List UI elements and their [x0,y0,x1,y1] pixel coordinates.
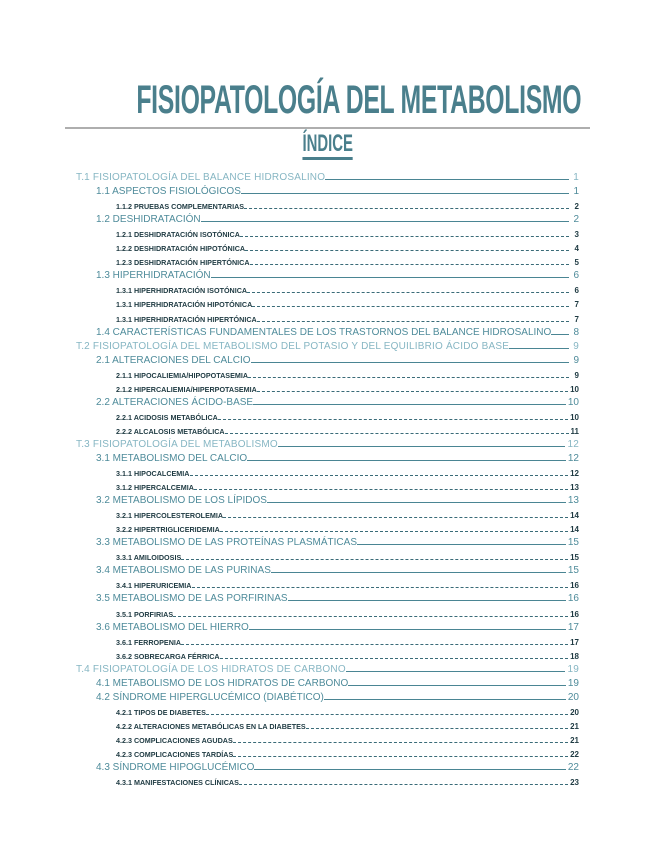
toc-entry-level-3[interactable] [116,197,579,211]
toc-entry-label: 1.3.1 HIPERHIDRATACIÓN HIPOTÓNICA [116,300,253,310]
toc-entry-level-1[interactable] [76,169,579,183]
toc-entry-label: 1.2.2 DESHIDRATACIÓN HIPOTÓNICA [116,244,246,254]
toc-page-number: 18 [570,651,579,661]
toc-entry-level-3[interactable] [116,604,579,618]
toc-page-number: 22 [570,749,579,759]
toc-entry-level-3[interactable] [116,745,579,759]
toc-entry-level-1[interactable] [76,338,579,352]
toc-entry-level-2[interactable] [96,324,579,338]
toc-entry-label: T.4 FISIOPATOLOGÍA DE LOS HIDRATOS DE CARBONO [76,663,346,675]
toc-entry-label: T.2 FISIOPATOLOGÍA DEL METABOLISMO DEL POTASIO Y DEL EQUILIBRIO ÁCIDO BASE [76,340,510,352]
toc-page-number: 7 [574,314,579,324]
toc-entry-level-3[interactable] [116,253,579,267]
toc-leader-line [257,391,568,392]
toc-entry-level-2[interactable] [96,534,579,548]
toc-leader-line [244,208,569,209]
toc-entry-label: 3.2.2 HIPERTRIGLICERIDEMIA [116,525,220,535]
toc-leader-line [218,419,568,420]
toc-entry-level-3[interactable] [116,647,579,661]
toc-entry-level-2[interactable] [96,675,579,689]
toc-page-number: 10 [570,384,579,394]
toc-page-number: 13 [567,495,579,507]
toc-entry-label: 4.3.1 MANIFESTACIONES CLÍNICAS [116,778,239,788]
toc-entry-label: 3.4.1 HIPERURICEMIA [116,581,192,591]
index-heading: ÍNDICE [302,132,352,160]
toc-entry-level-3[interactable] [116,506,579,520]
toc-entry-level-3[interactable] [116,422,579,436]
toc-page-number: 12 [567,438,579,450]
toc-entry-label: 1.3.1 HIPERHIDRATACIÓN ISOTÓNICA [116,286,248,296]
toc-entry-label: 4.2.2 ALTERACIONES METABÓLICAS EN LA DIABETES [116,721,306,731]
toc-entry-level-3[interactable] [116,520,579,534]
toc-entry-level-2[interactable] [96,619,579,633]
toc-entry-label: 3.1.1 HIPOCALCEMIA [116,469,190,479]
toc-entry-level-2[interactable] [96,562,579,576]
toc-leader-line [253,404,566,405]
toc-page-number: 12 [567,452,579,464]
toc-leader-line [509,348,569,349]
toc-entry-level-3[interactable] [116,239,579,253]
table-of-contents [0,169,655,787]
toc-entry-label: 4.1 METABOLISMO DE LOS HIDRATOS DE CARBONO [96,677,349,689]
toc-leader-line [257,321,569,322]
toc-entry-label: 3.1 METABOLISMO DEL CALCIO [96,452,248,464]
toc-entry-label: T.1 FISIOPATOLOGÍA DEL BALANCE HIDROSALINO [76,172,326,184]
toc-entry-level-2[interactable] [96,183,579,197]
toc-entry-level-2[interactable] [96,492,579,506]
toc-entry-level-3[interactable] [116,295,579,309]
toc-page-number: 3 [574,230,579,240]
toc-page-number: 1 [573,172,579,184]
toc-leader-line [346,671,566,672]
toc-leader-line [239,784,568,785]
toc-leader-line [220,531,568,532]
toc-leader-line [181,644,568,645]
toc-entry-level-2[interactable] [96,689,579,703]
toc-entry-level-2[interactable] [96,211,579,225]
toc-entry-level-3[interactable] [116,309,579,323]
toc-leader-line [254,769,566,770]
toc-entry-level-3[interactable] [116,731,579,745]
toc-page-number: 16 [570,609,579,619]
toc-leader-line [241,193,569,194]
toc-entry-label: 2.1 ALTERACIONES DEL CALCIO [96,354,251,366]
toc-leader-line [211,277,569,278]
toc-leader-line [173,616,568,617]
toc-leader-line [271,572,566,573]
toc-entry-level-1[interactable] [76,436,579,450]
toc-page-number: 8 [573,326,579,338]
toc-entry-label: 3.3.1 AMILOIDOSIS [116,553,182,563]
toc-leader-line [190,475,569,476]
toc-leader-line [223,517,568,518]
toc-page-number: 19 [567,677,579,689]
toc-entry-level-3[interactable] [116,773,579,787]
index-heading-block [0,132,655,160]
toc-entry-label: 4.2.3 COMPLICACIONES AGUDAS [116,735,233,745]
toc-page-number: 22 [567,762,579,774]
toc-entry-level-3[interactable] [116,548,579,562]
toc-entry-label: 3.6.1 FERROPENIA [116,637,182,647]
toc-entry-label: 3.6.2 SOBRECARGA FÉRRICA [116,651,220,661]
toc-leader-line [251,362,570,363]
toc-entry-label: 3.2.1 HIPERCOLESTEROLEMIA [116,511,224,521]
toc-page-number: 10 [570,412,579,422]
toc-leader-line [233,756,568,757]
toc-page-number: 9 [573,354,579,366]
toc-entry-label: 4.2.1 TIPOS DE DIABETES [116,707,206,717]
toc-entry-level-3[interactable] [116,703,579,717]
toc-entry-label: 2.2.2 ALCALOSIS METABÓLICA [116,426,225,436]
toc-leader-line [247,460,566,461]
toc-entry-label: 1.1 ASPECTOS FISIOLÓGICOS [96,186,241,198]
toc-entry-level-2[interactable] [96,267,579,281]
toc-entry-label: 3.5.1 PORFIRIAS [116,609,174,619]
toc-page-number: 23 [570,778,579,788]
toc-page-number: 4 [574,244,579,254]
toc-leader-line [225,433,569,434]
toc-page-number: 7 [574,300,579,310]
toc-entry-level-2[interactable] [96,759,579,773]
toc-page-number: 2 [573,214,579,226]
toc-leader-line [181,559,568,560]
toc-entry-label: 4.2.3 COMPLICACIONES TARDÍAS [116,749,234,759]
toc-entry-label: 1.2.3 DESHIDRATACIÓN HIPERTÓNICA [116,258,250,268]
toc-entry-label: 4.2 SÍNDROME HIPERGLUCÉMICO (DIABÉTICO) [96,691,324,703]
toc-entry-level-2[interactable] [96,450,579,464]
toc-leader-line [325,179,569,180]
toc-entry-level-3[interactable] [116,225,579,239]
toc-page-number: 17 [570,637,579,647]
toc-leader-line [206,714,568,715]
toc-page-number: 1 [573,186,579,198]
toc-leader-line [220,658,569,659]
toc-entry-label: 3.1.2 HIPERCALCEMIA [116,483,194,493]
toc-page-number: 2 [574,202,579,212]
toc-page-number: 19 [567,663,579,675]
toc-entry-level-3[interactable] [116,576,579,590]
toc-page-number: 20 [570,707,579,717]
toc-entry-label: 4.3 SÍNDROME HIPOGLUCÉMICO [96,762,255,774]
toc-leader-line [252,306,569,307]
toc-entry-label: 1.2.1 DESHIDRATACIÓN ISOTÓNICA [116,230,240,240]
toc-page-number: 12 [570,469,579,479]
toc-leader-line [357,544,566,545]
toc-leader-line [194,489,568,490]
toc-page-number: 15 [567,537,579,549]
toc-entry-level-3[interactable] [116,464,579,478]
toc-leader-line [250,264,569,265]
toc-entry-level-3[interactable] [116,633,579,647]
toc-page-number: 15 [570,553,579,563]
toc-page-number: 9 [574,370,579,380]
toc-leader-line [201,221,569,222]
toc-leader-line [245,250,569,251]
toc-leader-line [249,629,566,630]
toc-entry-level-3[interactable] [116,281,579,295]
toc-page-number: 16 [567,593,579,605]
toc-entry-label: 2.2 ALTERACIONES ÁCIDO-BASE [96,396,254,408]
toc-entry-level-3[interactable] [116,366,579,380]
toc-entry-level-2[interactable] [96,394,579,408]
toc-leader-line [233,742,568,743]
toc-entry-label: 3.6 METABOLISMO DEL HIERRO [96,621,249,633]
toc-entry-label: 1.2 DESHIDRATACIÓN [96,214,201,226]
toc-entry-label: 2.1.2 HIPERCALIEMIA/HIPERPOTASEMIA [116,384,257,394]
toc-page-number: 17 [567,621,579,633]
toc-entry-level-3[interactable] [116,717,579,731]
document-title-block [0,78,655,123]
toc-leader-line [306,728,568,729]
toc-entry-label: 1.3 HIPERHIDRATACIÓN [96,270,211,282]
toc-leader-line [324,699,566,700]
toc-page-number: 13 [570,483,579,493]
toc-page-number: 10 [567,396,579,408]
toc-page-number: 6 [574,286,579,296]
toc-page-number: 14 [570,525,579,535]
toc-leader-line [278,446,566,447]
toc-page-number: 5 [574,258,579,268]
toc-entry-level-2[interactable] [96,352,579,366]
toc-leader-line [288,600,566,601]
toc-page-number: 14 [570,511,579,521]
toc-entry-label: 1.4 CARACTERÍSTICAS FUNDAMENTALES DE LOS TRASTORNOS DEL BALANCE HIDROSALINO [96,326,552,338]
toc-page-number: 21 [570,721,579,731]
toc-entry-level-2[interactable] [96,590,579,604]
toc-page-number: 11 [570,426,579,436]
toc-leader-line [267,502,566,503]
toc-entry-level-1[interactable] [76,661,579,675]
toc-leader-line [240,236,569,237]
toc-entry-level-3[interactable] [116,408,579,422]
toc-leader-line [192,587,569,588]
toc-entry-level-3[interactable] [116,478,579,492]
title-divider [65,127,590,129]
toc-entry-level-3[interactable] [116,380,579,394]
toc-entry-label: 3.4 METABOLISMO DE LAS PURINAS [96,565,271,577]
toc-page-number: 6 [573,270,579,282]
toc-entry-label: 1.3.1 HIPERHIDRATACIÓN HIPERTÓNICA [116,314,257,324]
toc-entry-label: T.3 FISIOPATOLOGÍA DEL METABOLISMO [76,438,278,450]
toc-entry-label: 2.2.1 ACIDOSIS METABÓLICA [116,412,218,422]
toc-page-number: 15 [567,565,579,577]
toc-leader-line [551,334,569,335]
toc-page-number: 16 [570,581,579,591]
document-title: FISIOPATOLOGÍA DEL METABOLISMO [136,78,582,122]
toc-page-number: 20 [567,691,579,703]
toc-entry-label: 3.2 METABOLISMO DE LOS LÍPIDOS [96,495,267,507]
toc-entry-label: 2.1.1 HIPOCALIEMIA/HIPOPOTASEMIA [116,370,249,380]
toc-leader-line [348,685,566,686]
toc-leader-line [248,377,569,378]
toc-page-number: 21 [570,735,579,745]
toc-entry-label: 3.3 METABOLISMO DE LAS PROTEÍNAS PLASMÁTICAS [96,537,357,549]
toc-entry-label: 1.1.2 PRUEBAS COMPLEMENTARIAS [116,202,245,212]
toc-entry-label: 3.5 METABOLISMO DE LAS PORFIRINAS [96,593,288,605]
toc-page-number: 9 [573,340,579,352]
toc-leader-line [247,292,569,293]
